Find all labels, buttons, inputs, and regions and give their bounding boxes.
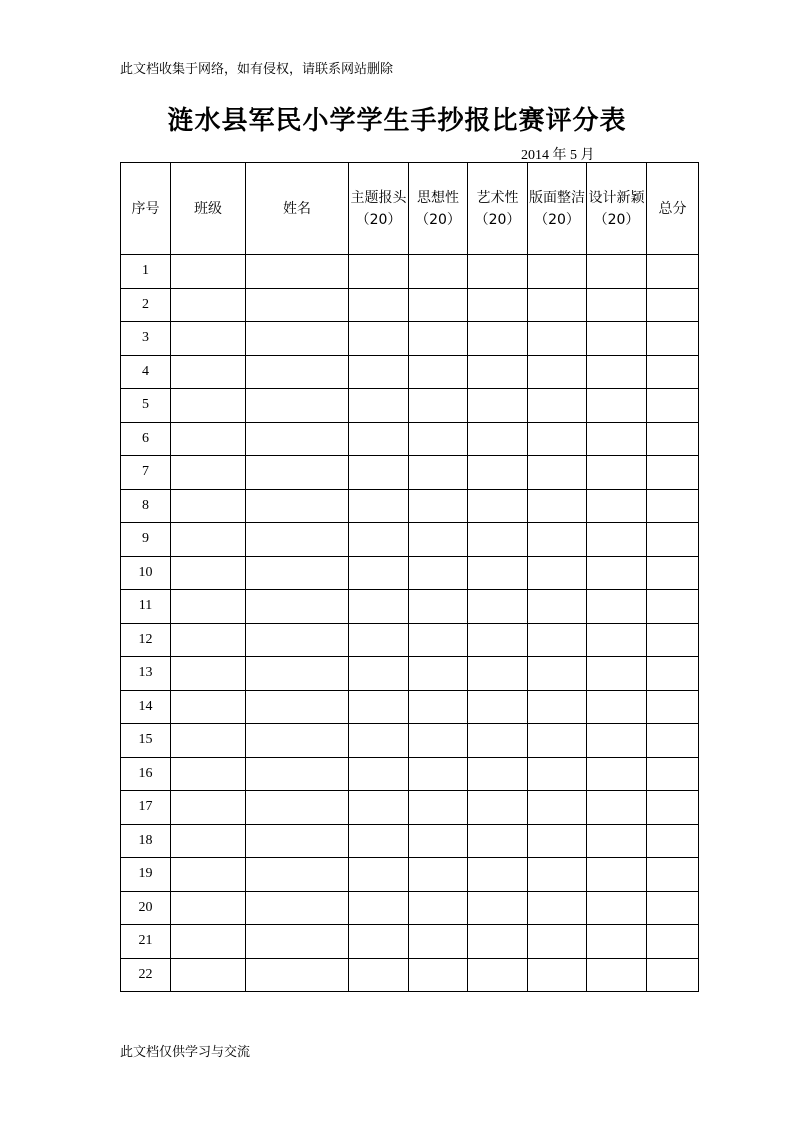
name-cell[interactable] bbox=[246, 288, 349, 322]
ideology-cell[interactable] bbox=[409, 623, 468, 657]
index-cell: 19 bbox=[121, 858, 171, 892]
name-cell[interactable] bbox=[246, 590, 349, 624]
index-cell: 20 bbox=[121, 891, 171, 925]
artistry-cell[interactable] bbox=[468, 556, 528, 590]
design-cell[interactable] bbox=[587, 657, 647, 691]
index-cell: 3 bbox=[121, 322, 171, 356]
artistry-cell[interactable] bbox=[468, 858, 528, 892]
artistry-cell[interactable] bbox=[468, 422, 528, 456]
name-cell[interactable] bbox=[246, 255, 349, 289]
class-cell[interactable] bbox=[171, 858, 246, 892]
theme-cell[interactable] bbox=[349, 657, 409, 691]
table-row bbox=[121, 556, 699, 590]
ideology-cell[interactable] bbox=[409, 858, 468, 892]
layout-cell[interactable] bbox=[528, 891, 587, 925]
theme-cell[interactable] bbox=[349, 724, 409, 758]
column-header-theme: 主题报头（20） bbox=[349, 163, 409, 255]
name-cell[interactable] bbox=[246, 422, 349, 456]
class-cell[interactable] bbox=[171, 523, 246, 557]
design-cell[interactable] bbox=[587, 590, 647, 624]
total-cell[interactable] bbox=[647, 757, 699, 791]
index-cell: 22 bbox=[121, 958, 171, 992]
index-cell: 17 bbox=[121, 791, 171, 825]
design-cell[interactable] bbox=[587, 690, 647, 724]
artistry-cell[interactable] bbox=[468, 322, 528, 356]
class-cell[interactable] bbox=[171, 824, 246, 858]
total-cell[interactable] bbox=[647, 791, 699, 825]
column-header-artistry: 艺术性（20） bbox=[468, 163, 528, 255]
ideology-cell[interactable] bbox=[409, 523, 468, 557]
class-cell[interactable] bbox=[171, 556, 246, 590]
class-cell[interactable] bbox=[171, 422, 246, 456]
theme-cell[interactable] bbox=[349, 891, 409, 925]
artistry-cell[interactable] bbox=[468, 255, 528, 289]
layout-cell[interactable] bbox=[528, 690, 587, 724]
name-cell[interactable] bbox=[246, 925, 349, 959]
class-cell[interactable] bbox=[171, 791, 246, 825]
score-table bbox=[120, 162, 699, 992]
artistry-cell[interactable] bbox=[468, 456, 528, 490]
name-cell[interactable] bbox=[246, 556, 349, 590]
table-row bbox=[121, 724, 699, 758]
index-cell: 11 bbox=[121, 590, 171, 624]
table-row bbox=[121, 355, 699, 389]
design-cell[interactable] bbox=[587, 422, 647, 456]
table-body bbox=[121, 255, 699, 992]
table-row bbox=[121, 657, 699, 691]
artistry-cell[interactable] bbox=[468, 389, 528, 423]
index-cell: 12 bbox=[121, 623, 171, 657]
design-cell[interactable] bbox=[587, 255, 647, 289]
class-cell[interactable] bbox=[171, 355, 246, 389]
date-label: 2014 年 5 月 bbox=[521, 148, 595, 163]
total-cell[interactable] bbox=[647, 322, 699, 356]
artistry-cell[interactable] bbox=[468, 958, 528, 992]
total-cell[interactable] bbox=[647, 288, 699, 322]
theme-cell[interactable] bbox=[349, 355, 409, 389]
index-cell: 1 bbox=[121, 255, 171, 289]
index-cell: 5 bbox=[121, 389, 171, 423]
design-cell[interactable] bbox=[587, 355, 647, 389]
artistry-cell[interactable] bbox=[468, 523, 528, 557]
table-row bbox=[121, 489, 699, 523]
ideology-cell[interactable] bbox=[409, 891, 468, 925]
name-cell[interactable] bbox=[246, 791, 349, 825]
artistry-cell[interactable] bbox=[468, 824, 528, 858]
ideology-cell[interactable] bbox=[409, 724, 468, 758]
ideology-cell[interactable] bbox=[409, 489, 468, 523]
index-cell: 13 bbox=[121, 657, 171, 691]
theme-cell[interactable] bbox=[349, 556, 409, 590]
total-cell[interactable] bbox=[647, 422, 699, 456]
layout-cell[interactable] bbox=[528, 389, 587, 423]
table-row bbox=[121, 422, 699, 456]
name-cell[interactable] bbox=[246, 389, 349, 423]
total-cell[interactable] bbox=[647, 556, 699, 590]
artistry-cell[interactable] bbox=[468, 590, 528, 624]
column-header-design: 设计新颖（20） bbox=[587, 163, 647, 255]
total-cell[interactable] bbox=[647, 489, 699, 523]
total-cell[interactable] bbox=[647, 255, 699, 289]
design-cell[interactable] bbox=[587, 389, 647, 423]
layout-cell[interactable] bbox=[528, 724, 587, 758]
theme-cell[interactable] bbox=[349, 489, 409, 523]
layout-cell[interactable] bbox=[528, 824, 587, 858]
table-header-row bbox=[121, 163, 699, 255]
ideology-cell[interactable] bbox=[409, 389, 468, 423]
layout-cell[interactable] bbox=[528, 422, 587, 456]
theme-cell[interactable] bbox=[349, 690, 409, 724]
artistry-cell[interactable] bbox=[468, 791, 528, 825]
table-row bbox=[121, 523, 699, 557]
name-cell[interactable] bbox=[246, 523, 349, 557]
total-cell[interactable] bbox=[647, 623, 699, 657]
index-cell: 16 bbox=[121, 757, 171, 791]
artistry-cell[interactable] bbox=[468, 724, 528, 758]
artistry-cell[interactable] bbox=[468, 757, 528, 791]
layout-cell[interactable] bbox=[528, 858, 587, 892]
total-cell[interactable] bbox=[647, 690, 699, 724]
theme-cell[interactable] bbox=[349, 422, 409, 456]
class-cell[interactable] bbox=[171, 724, 246, 758]
document-title: 涟水县军民小学学生手抄报比赛评分表 bbox=[167, 106, 627, 136]
table-row bbox=[121, 891, 699, 925]
ideology-cell[interactable] bbox=[409, 288, 468, 322]
ideology-cell[interactable] bbox=[409, 355, 468, 389]
table-row bbox=[121, 389, 699, 423]
index-cell: 14 bbox=[121, 690, 171, 724]
table-row bbox=[121, 690, 699, 724]
table-row bbox=[121, 824, 699, 858]
theme-cell[interactable] bbox=[349, 255, 409, 289]
name-cell[interactable] bbox=[246, 456, 349, 490]
theme-cell[interactable] bbox=[349, 322, 409, 356]
column-header-layout: 版面整洁（20） bbox=[528, 163, 587, 255]
class-cell[interactable] bbox=[171, 657, 246, 691]
ideology-cell[interactable] bbox=[409, 657, 468, 691]
name-cell[interactable] bbox=[246, 724, 349, 758]
index-cell: 2 bbox=[121, 288, 171, 322]
theme-cell[interactable] bbox=[349, 858, 409, 892]
column-header-ideology: 思想性（20） bbox=[409, 163, 468, 255]
total-cell[interactable] bbox=[647, 523, 699, 557]
ideology-cell[interactable] bbox=[409, 824, 468, 858]
layout-cell[interactable] bbox=[528, 523, 587, 557]
table-row bbox=[121, 858, 699, 892]
index-cell: 18 bbox=[121, 824, 171, 858]
index-cell: 9 bbox=[121, 523, 171, 557]
theme-cell[interactable] bbox=[349, 456, 409, 490]
layout-cell[interactable] bbox=[528, 556, 587, 590]
design-cell[interactable] bbox=[587, 456, 647, 490]
theme-cell[interactable] bbox=[349, 824, 409, 858]
layout-cell[interactable] bbox=[528, 255, 587, 289]
class-cell[interactable] bbox=[171, 757, 246, 791]
design-cell[interactable] bbox=[587, 791, 647, 825]
column-header-name: 姓名 bbox=[246, 163, 349, 255]
total-cell[interactable] bbox=[647, 925, 699, 959]
ideology-cell[interactable] bbox=[409, 958, 468, 992]
artistry-cell[interactable] bbox=[468, 489, 528, 523]
total-cell[interactable] bbox=[647, 958, 699, 992]
theme-cell[interactable] bbox=[349, 791, 409, 825]
table-row bbox=[121, 322, 699, 356]
artistry-cell[interactable] bbox=[468, 623, 528, 657]
total-cell[interactable] bbox=[647, 355, 699, 389]
class-cell[interactable] bbox=[171, 690, 246, 724]
class-cell[interactable] bbox=[171, 489, 246, 523]
header-note: 此文档收集于网络，如有侵权，请联系网站删除 bbox=[120, 62, 394, 77]
artistry-cell[interactable] bbox=[468, 891, 528, 925]
table-row bbox=[121, 757, 699, 791]
theme-cell[interactable] bbox=[349, 590, 409, 624]
layout-cell[interactable] bbox=[528, 623, 587, 657]
layout-cell[interactable] bbox=[528, 791, 587, 825]
total-cell[interactable] bbox=[647, 891, 699, 925]
layout-cell[interactable] bbox=[528, 489, 587, 523]
artistry-cell[interactable] bbox=[468, 925, 528, 959]
design-cell[interactable] bbox=[587, 556, 647, 590]
ideology-cell[interactable] bbox=[409, 255, 468, 289]
total-cell[interactable] bbox=[647, 657, 699, 691]
index-cell: 10 bbox=[121, 556, 171, 590]
class-cell[interactable] bbox=[171, 623, 246, 657]
column-header-class: 班级 bbox=[171, 163, 246, 255]
class-cell[interactable] bbox=[171, 255, 246, 289]
total-cell[interactable] bbox=[647, 858, 699, 892]
design-cell[interactable] bbox=[587, 322, 647, 356]
ideology-cell[interactable] bbox=[409, 791, 468, 825]
layout-cell[interactable] bbox=[528, 288, 587, 322]
total-cell[interactable] bbox=[647, 724, 699, 758]
table-row bbox=[121, 255, 699, 289]
name-cell[interactable] bbox=[246, 489, 349, 523]
table-row bbox=[121, 288, 699, 322]
theme-cell[interactable] bbox=[349, 288, 409, 322]
design-cell[interactable] bbox=[587, 288, 647, 322]
name-cell[interactable] bbox=[246, 757, 349, 791]
artistry-cell[interactable] bbox=[468, 288, 528, 322]
ideology-cell[interactable] bbox=[409, 322, 468, 356]
footer-note: 此文档仅供学习与交流 bbox=[120, 1045, 251, 1060]
total-cell[interactable] bbox=[647, 824, 699, 858]
layout-cell[interactable] bbox=[528, 456, 587, 490]
table-row bbox=[121, 791, 699, 825]
design-cell[interactable] bbox=[587, 757, 647, 791]
column-header-index: 序号 bbox=[121, 163, 171, 255]
class-cell[interactable] bbox=[171, 288, 246, 322]
design-cell[interactable] bbox=[587, 824, 647, 858]
design-cell[interactable] bbox=[587, 489, 647, 523]
layout-cell[interactable] bbox=[528, 657, 587, 691]
layout-cell[interactable] bbox=[528, 590, 587, 624]
artistry-cell[interactable] bbox=[468, 690, 528, 724]
total-cell[interactable] bbox=[647, 389, 699, 423]
class-cell[interactable] bbox=[171, 590, 246, 624]
column-header-total: 总分 bbox=[647, 163, 699, 255]
ideology-cell[interactable] bbox=[409, 556, 468, 590]
ideology-cell[interactable] bbox=[409, 757, 468, 791]
layout-cell[interactable] bbox=[528, 757, 587, 791]
table-row bbox=[121, 925, 699, 959]
name-cell[interactable] bbox=[246, 891, 349, 925]
table-row bbox=[121, 623, 699, 657]
name-cell[interactable] bbox=[246, 858, 349, 892]
total-cell[interactable] bbox=[647, 590, 699, 624]
theme-cell[interactable] bbox=[349, 389, 409, 423]
design-cell[interactable] bbox=[587, 523, 647, 557]
index-cell: 4 bbox=[121, 355, 171, 389]
ideology-cell[interactable] bbox=[409, 422, 468, 456]
name-cell[interactable] bbox=[246, 958, 349, 992]
name-cell[interactable] bbox=[246, 322, 349, 356]
theme-cell[interactable] bbox=[349, 925, 409, 959]
name-cell[interactable] bbox=[246, 824, 349, 858]
theme-cell[interactable] bbox=[349, 958, 409, 992]
theme-cell[interactable] bbox=[349, 623, 409, 657]
class-cell[interactable] bbox=[171, 891, 246, 925]
table-row bbox=[121, 456, 699, 490]
ideology-cell[interactable] bbox=[409, 456, 468, 490]
design-cell[interactable] bbox=[587, 858, 647, 892]
theme-cell[interactable] bbox=[349, 757, 409, 791]
name-cell[interactable] bbox=[246, 690, 349, 724]
ideology-cell[interactable] bbox=[409, 925, 468, 959]
index-cell: 21 bbox=[121, 925, 171, 959]
index-cell: 15 bbox=[121, 724, 171, 758]
class-cell[interactable] bbox=[171, 958, 246, 992]
table-row bbox=[121, 590, 699, 624]
index-cell: 6 bbox=[121, 422, 171, 456]
name-cell[interactable] bbox=[246, 657, 349, 691]
index-cell: 7 bbox=[121, 456, 171, 490]
layout-cell[interactable] bbox=[528, 958, 587, 992]
design-cell[interactable] bbox=[587, 891, 647, 925]
index-cell: 8 bbox=[121, 489, 171, 523]
name-cell[interactable] bbox=[246, 623, 349, 657]
design-cell[interactable] bbox=[587, 623, 647, 657]
class-cell[interactable] bbox=[171, 389, 246, 423]
layout-cell[interactable] bbox=[528, 322, 587, 356]
artistry-cell[interactable] bbox=[468, 355, 528, 389]
ideology-cell[interactable] bbox=[409, 690, 468, 724]
design-cell[interactable] bbox=[587, 724, 647, 758]
theme-cell[interactable] bbox=[349, 523, 409, 557]
layout-cell[interactable] bbox=[528, 355, 587, 389]
design-cell[interactable] bbox=[587, 925, 647, 959]
class-cell[interactable] bbox=[171, 925, 246, 959]
table-row bbox=[121, 958, 699, 992]
design-cell[interactable] bbox=[587, 958, 647, 992]
class-cell[interactable] bbox=[171, 456, 246, 490]
ideology-cell[interactable] bbox=[409, 590, 468, 624]
class-cell[interactable] bbox=[171, 322, 246, 356]
total-cell[interactable] bbox=[647, 456, 699, 490]
artistry-cell[interactable] bbox=[468, 657, 528, 691]
layout-cell[interactable] bbox=[528, 925, 587, 959]
name-cell[interactable] bbox=[246, 355, 349, 389]
